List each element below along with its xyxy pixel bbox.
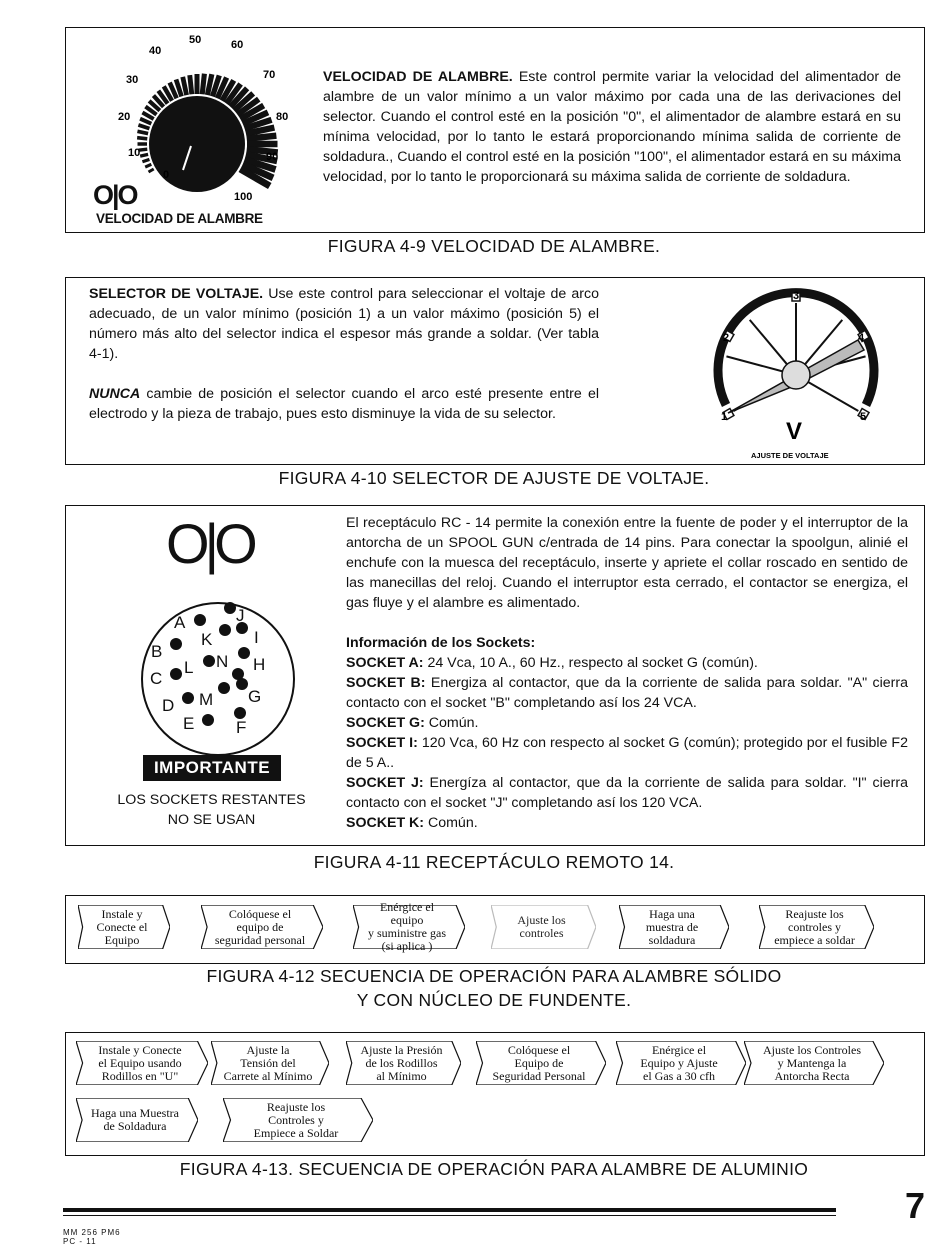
socket-info-item: SOCKET B: Energiza al contactor, que da la corriente de salida para soldar. "A" cierra contacto con el socket "B" completando así los 24 VCA. bbox=[346, 675, 909, 711]
on-off-symbol: O|O bbox=[93, 180, 137, 210]
socket-pin-n bbox=[232, 668, 244, 680]
wire-speed-mark-10: 10 bbox=[128, 147, 141, 159]
figure-4-13-caption: FIGURA 4-13. SECUENCIA DE OPERACIÓN PARA ALAMBRE DE ALUMINIO bbox=[179, 1159, 809, 1179]
wire-speed-dial-label: VELOCIDAD DE ALAMBRE bbox=[96, 211, 263, 226]
socket-label-f: F bbox=[236, 718, 247, 737]
voltage-selector-dial bbox=[706, 280, 906, 465]
wire-speed-mark-100: 100 bbox=[234, 191, 253, 203]
socket-label-c: C bbox=[150, 669, 163, 688]
fig13-step-7: Haga una Muestra de Soldadura bbox=[76, 1098, 198, 1142]
socket-label-g: G bbox=[248, 687, 262, 706]
figure-4-9-box bbox=[65, 27, 925, 233]
socket-pin-h bbox=[238, 647, 250, 659]
figure-4-11-box bbox=[65, 505, 925, 846]
fig13-step-5: Enérgice el Equipo y Ajuste el Gas a 30 cfh bbox=[616, 1041, 746, 1085]
socket-pin-k bbox=[219, 624, 231, 636]
socket-pin-d bbox=[182, 692, 194, 704]
voltage-selector-heading: SELECTOR DE VOLTAJE. bbox=[89, 286, 264, 302]
fig12-step-3: Enérgice el equipo y suministre gas (si aplica ) bbox=[353, 905, 465, 949]
voltage-dial-label: AJUSTE DE VOLTAJE bbox=[751, 451, 829, 460]
voltage-pos-3: 3 bbox=[793, 290, 800, 302]
document-code: MM 256 PM6 PC - 11 bbox=[63, 1228, 121, 1246]
socket-label-i: I bbox=[254, 628, 259, 647]
socket-pin-m bbox=[218, 682, 230, 694]
figure-4-13-box bbox=[65, 1032, 925, 1156]
voltage-pos-5: 5 bbox=[860, 411, 867, 423]
important-badge: IMPORTANTE bbox=[143, 755, 281, 781]
wire-speed-mark-0: 0 bbox=[163, 169, 170, 181]
remote-14-receptacle bbox=[141, 602, 295, 756]
socket-info-item: SOCKET I: 120 Vca, 60 Hz con respecto al socket G (común); protegido por el fusible F2 de 5 A.. bbox=[346, 735, 908, 771]
socket-pin-b bbox=[170, 638, 182, 650]
socket-label-d: D bbox=[162, 696, 175, 715]
fig13-step-6: Ajuste los Controles y Mantenga la Antorcha Recta bbox=[744, 1041, 884, 1085]
voltage-pos-2: 2 bbox=[723, 332, 730, 344]
socket-label-k: K bbox=[201, 630, 213, 649]
fig13-step-4: Colóquese el Equipo de Seguridad Personal bbox=[476, 1041, 606, 1085]
socket-info-item: SOCKET J: Energíza al contactor, que da la corriente de salida para soldar. "I" cierra contacto con el socket "J" completando así los 120 VCA. bbox=[346, 775, 908, 811]
wire-speed-mark-60: 60 bbox=[231, 39, 244, 51]
warning-word: NUNCA bbox=[89, 386, 141, 402]
figure-4-12-box bbox=[65, 895, 925, 964]
fig12-step-5: Haga una muestra de soldadura bbox=[619, 905, 729, 949]
wire-speed-mark-40: 40 bbox=[149, 45, 162, 57]
voltage-pos-1: 1 bbox=[721, 411, 728, 423]
fig13-step-3: Ajuste la Presión de los Rodillos al Mínimo bbox=[346, 1041, 461, 1085]
socket-info-item: SOCKET K: Común. bbox=[346, 815, 478, 831]
voltage-symbol: V bbox=[786, 418, 803, 445]
on-off-symbol-large: O|O bbox=[166, 512, 253, 575]
figure-4-12-caption-line1: FIGURA 4-12 SECUENCIA DE OPERACIÓN PARA ALAMBRE SÓLIDO bbox=[206, 966, 782, 986]
socket-label-l: L bbox=[184, 658, 194, 677]
socket-info-item: SOCKET A: 24 Vca, 10 A., 60 Hz., respecto al socket G (común). bbox=[346, 655, 758, 671]
socket-label-a: A bbox=[174, 613, 186, 632]
socket-label-m: M bbox=[199, 690, 214, 709]
socket-pin-l bbox=[203, 655, 215, 667]
figure-4-9-caption: FIGURA 4-9 VELOCIDAD DE ALAMBRE. bbox=[327, 236, 661, 256]
socket-pin-c bbox=[170, 668, 182, 680]
figure-4-10-caption: FIGURA 4-10 SELECTOR DE AJUSTE DE VOLTAJE. bbox=[278, 468, 710, 488]
socket-label-h: H bbox=[253, 655, 266, 674]
figure-4-11-caption: FIGURA 4-11 RECEPTÁCULO REMOTO 14. bbox=[313, 852, 675, 872]
fig13-step-1: Instale y Conecte el Equipo usando Rodillos en "U" bbox=[76, 1041, 208, 1085]
page-number: 7 bbox=[905, 1185, 926, 1226]
figure-4-12-caption-line2: Y CON NÚCLEO DE FUNDENTE. bbox=[356, 990, 632, 1010]
footer-rule-thin bbox=[63, 1215, 836, 1216]
voltage-selector-description: SELECTOR DE VOLTAJE. Use este control para seleccionar el voltaje de arco adecuado, de un valor mínimo (posición 1) a un valor máximo (posición 5) el número más alto del selector indica el espesor más grande a soldar. (Ver tabla 4-1). NUNCA cambie de posición el selector cuando el arco esté presente entre el electrodo y la pieza de trabajo, pues esto disminuye la vida de su selector. bbox=[89, 286, 599, 422]
wire-speed-description: VELOCIDAD DE ALAMBRE. Este control permite variar la velocidad del alimentador de alambre de un valor mínimo a un valor máximo por cada una de las derivaciones del selector. Cuando el control esté en la posición "0", el alimentador de alambre estará en su mínima velocidad, por lo tanto le estará proporcionando mínima salida de corriente de soldadura., Cuando el control esté en la posición "100", el alimentador estará en su máxima velocidad, por lo tanto le proporcionará su máxima salida de corriente de soldadura. bbox=[323, 69, 902, 185]
socket-info-heading: Información de los Sockets: bbox=[346, 635, 536, 651]
fig13-step-8: Reajuste los Controles y Empiece a Soldar bbox=[223, 1098, 373, 1142]
wire-speed-mark-50: 50 bbox=[189, 34, 202, 46]
fig13-step-2: Ajuste la Tensión del Carrete al Mínimo bbox=[211, 1041, 329, 1085]
fig12-step-4: Ajuste los controles bbox=[491, 905, 596, 949]
wire-speed-mark-30: 30 bbox=[126, 74, 139, 86]
wire-speed-heading: VELOCIDAD DE ALAMBRE. bbox=[323, 69, 513, 85]
fig12-step-1: Instale y Conecte el Equipo bbox=[78, 905, 170, 949]
wire-speed-mark-70: 70 bbox=[263, 69, 276, 81]
socket-info-item: SOCKET G: Común. bbox=[346, 715, 479, 731]
figure-4-10-box bbox=[65, 277, 925, 465]
socket-label-j: J bbox=[236, 606, 245, 625]
socket-pin-a bbox=[194, 614, 206, 626]
receptacle-description: El receptáculo RC - 14 permite la conexión entre la fuente de poder y el interruptor de la antorcha de un SPOOL GUN c/entrada de 14 pins. Para conectar la spoolgun, alinié el enchufe con la muesca del receptáculo, inserte y apriete el collar roscado en sentido de las manecillas del reloj. Cuando el interruptor esta cerrado, el contactor se energiza, el gas fluye y el alambre es alimentado. Información de los Sockets: SOCKET A: 24 Vca, 10 A., 60 Hz., respecto al socket G (común). SOCKET B: Energiza al contactor, que da la corriente de salida para soldar. "A" cierra contacto con el socket "B" completando así los 24 VCA. SOCKET G: Común. SOCKET I: 120 Vca, 60 Hz con respecto al socket G (común); protegido por el fusible F2 de 5 A.. SOCKET J: Energíza al contactor, que da la corriente de salida para soldar. "I" cierra contacto con el socket "J" completando así los 120 VCA. SOCKET K: Común. bbox=[346, 515, 909, 831]
fig12-step-6: Reajuste los controles y empiece a soldar bbox=[759, 905, 874, 949]
socket-pin-e bbox=[202, 714, 214, 726]
remaining-sockets-note: LOS SOCKETS RESTANTES NO SE USAN bbox=[117, 792, 306, 828]
socket-label-e: E bbox=[183, 714, 195, 733]
socket-pin-j bbox=[224, 602, 236, 614]
wire-speed-mark-80: 80 bbox=[276, 111, 289, 123]
footer-rule-thick bbox=[63, 1208, 836, 1212]
socket-label-n: N bbox=[216, 652, 229, 671]
voltage-pos-4: 4 bbox=[858, 332, 865, 344]
wire-speed-mark-20: 20 bbox=[118, 111, 131, 123]
wire-speed-mark-90: 90 bbox=[266, 151, 279, 163]
socket-label-b: B bbox=[151, 642, 163, 661]
fig12-step-2: Colóquese el equipo de seguridad personal bbox=[201, 905, 323, 949]
